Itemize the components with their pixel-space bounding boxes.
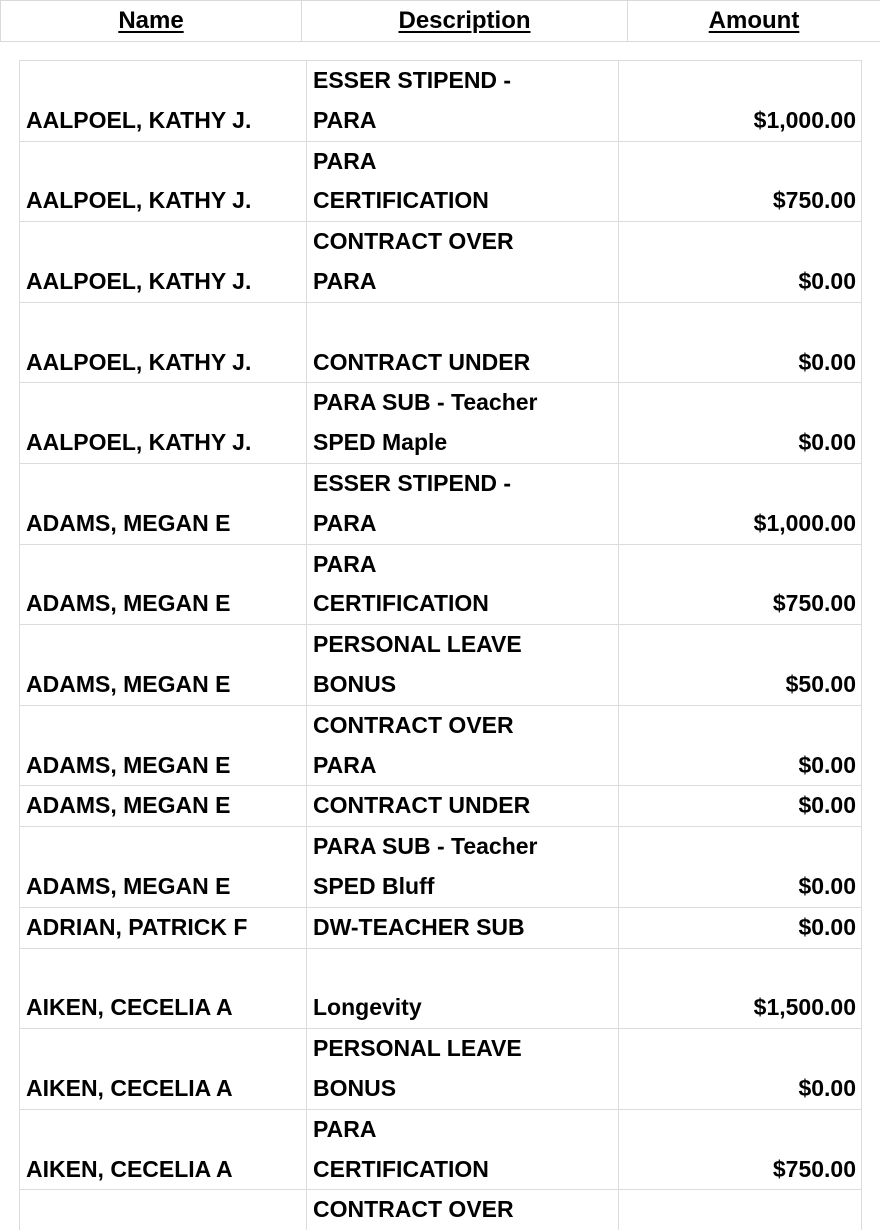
column-header-row [1,1,880,42]
description-cell [307,463,619,544]
description-cell [307,625,619,706]
description-line [313,949,618,989]
description-line: PARA SUB - Teacher [313,827,618,867]
description-cell [307,141,619,222]
amount-cell: $750.00 [619,544,862,625]
description-line: DW-TEACHER SUB [313,908,618,948]
employee-name-cell: AIKEN, CECELIA A [20,948,307,1029]
amount-cell: $1,500.00 [619,948,862,1029]
description-line: PARA [313,142,618,182]
description-line: PARA SUB - Teacher [313,383,618,423]
amount-cell: $750.00 [619,141,862,222]
amount-cell: $0.00 [619,302,862,383]
column-header-table [0,0,880,42]
payments-table-container [19,60,861,1230]
description-line: ESSER STIPEND - [313,464,618,504]
table-row [20,948,862,1029]
description-line: PERSONAL LEAVE [313,1029,618,1069]
description-line [313,303,618,343]
table-row [20,1109,862,1190]
table-row [20,141,862,222]
amount-cell: $750.00 [619,1109,862,1190]
description-line: PARA [313,746,618,786]
amount-cell: $0.00 [619,827,862,908]
description-cell [307,1109,619,1190]
description-column-header: Description [302,1,628,42]
description-cell [307,1190,619,1230]
description-line: BONUS [313,1069,618,1109]
employee-name-cell [20,1190,307,1230]
description-line: CERTIFICATION [313,181,618,221]
description-cell [307,61,619,142]
amount-column-header: Amount [628,1,880,42]
description-cell [307,705,619,786]
employee-name-cell: ADAMS, MEGAN E [20,544,307,625]
table-row [20,383,862,464]
employee-name-cell: AALPOEL, KATHY J. [20,302,307,383]
description-cell [307,786,619,827]
description-cell [307,383,619,464]
description-line: CONTRACT OVER [313,222,618,262]
amount-cell: $0.00 [619,222,862,303]
amount-cell: $1,000.00 [619,463,862,544]
table-row [20,302,862,383]
employee-name-cell: ADAMS, MEGAN E [20,625,307,706]
description-line: CERTIFICATION [313,1150,618,1190]
description-line: PARA [313,1110,618,1150]
employee-name-cell: ADAMS, MEGAN E [20,463,307,544]
table-row [20,544,862,625]
amount-cell: $0.00 [619,383,862,464]
employee-name-cell: AIKEN, CECELIA A [20,1029,307,1110]
description-cell [307,907,619,948]
amount-cell: $1,000.00 [619,61,862,142]
description-line: BONUS [313,665,618,705]
employee-name-cell: ADAMS, MEGAN E [20,705,307,786]
table-row [20,1029,862,1110]
description-line: SPED Bluff [313,867,618,907]
employee-name-cell: AALPOEL, KATHY J. [20,61,307,142]
description-line: PARA [313,262,618,302]
amount-cell: $0.00 [619,907,862,948]
name-column-header: Name [1,1,302,42]
table-row [20,827,862,908]
table-row-partial [20,1190,862,1230]
description-line: PERSONAL LEAVE [313,625,618,665]
table-row [20,222,862,303]
table-row [20,61,862,142]
table-row [20,625,862,706]
description-line: PARA [313,545,618,585]
employee-name-cell: ADRIAN, PATRICK F [20,907,307,948]
amount-cell: $50.00 [619,625,862,706]
description-line: CONTRACT OVER [313,706,618,746]
description-line: CERTIFICATION [313,584,618,624]
employee-name-cell: AALPOEL, KATHY J. [20,222,307,303]
employee-name-cell: AIKEN, CECELIA A [20,1109,307,1190]
description-line: CONTRACT OVER [313,1190,618,1230]
description-line: SPED Maple [313,423,618,463]
amount-cell: $0.00 [619,786,862,827]
payments-table-body [20,61,862,1230]
employee-name-cell: AALPOEL, KATHY J. [20,383,307,464]
employee-name-cell: ADAMS, MEGAN E [20,786,307,827]
description-line: ESSER STIPEND - [313,61,618,101]
table-row [20,463,862,544]
table-row [20,907,862,948]
amount-cell: $0.00 [619,1029,862,1110]
description-line: PARA [313,504,618,544]
description-line: CONTRACT UNDER [313,786,618,826]
description-cell [307,302,619,383]
payments-table [19,60,862,1230]
description-cell [307,1029,619,1110]
description-line: CONTRACT UNDER [313,343,618,383]
description-cell [307,827,619,908]
description-cell [307,222,619,303]
amount-cell [619,1190,862,1230]
employee-name-cell: ADAMS, MEGAN E [20,827,307,908]
amount-cell: $0.00 [619,705,862,786]
description-cell [307,544,619,625]
table-row [20,786,862,827]
table-row [20,705,862,786]
description-line: Longevity [313,988,618,1028]
description-line: PARA [313,101,618,141]
employee-name-cell: AALPOEL, KATHY J. [20,141,307,222]
description-cell [307,948,619,1029]
